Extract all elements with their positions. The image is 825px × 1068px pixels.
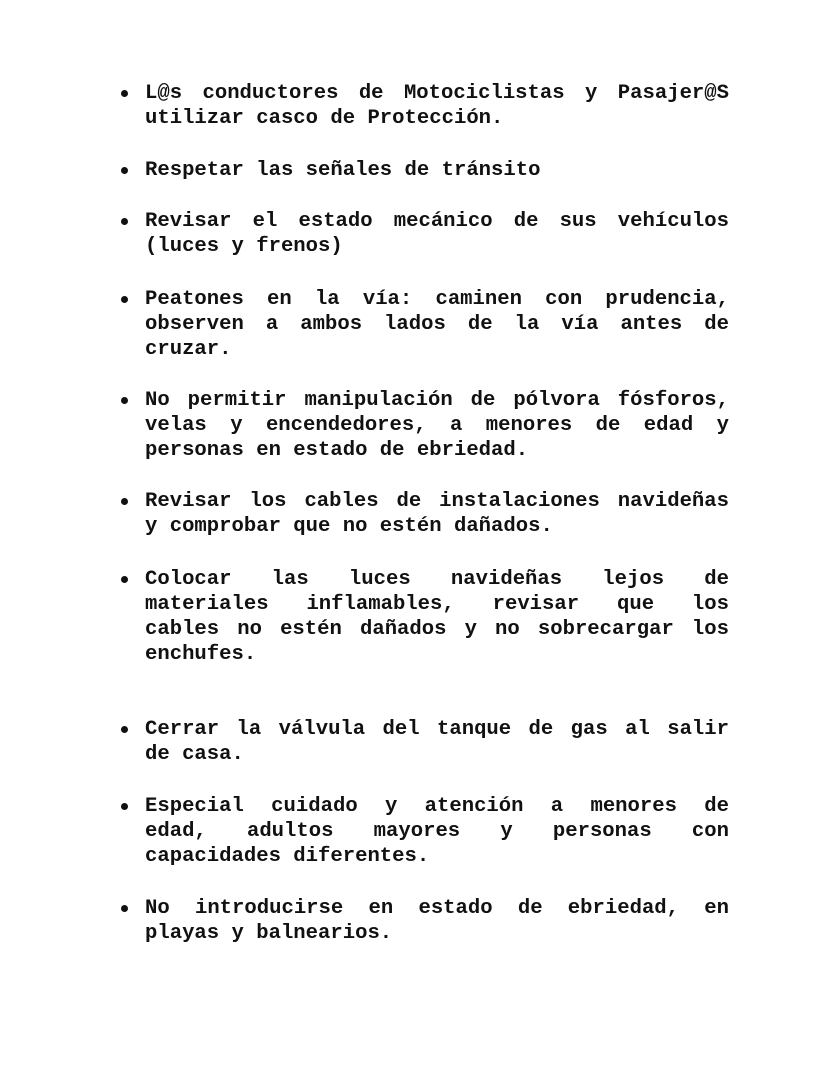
bullet-icon	[121, 576, 128, 583]
bullet-icon	[121, 905, 128, 912]
list-item-line: Peatones en la vía: caminen con prudencia,	[145, 288, 729, 311]
list-item-line: Respetar las señales de tránsito	[145, 159, 541, 182]
bullet-icon	[121, 296, 128, 303]
list-item-line: Revisar los cables de instalaciones navideñas	[145, 490, 729, 513]
list-item	[145, 717, 729, 767]
list-item-line: playas y balnearios.	[145, 922, 393, 945]
list-item	[145, 81, 729, 131]
list-item-line: observen a ambos lados de la vía antes de	[145, 313, 729, 336]
list-item-line: (luces y frenos)	[145, 235, 343, 258]
list-item	[145, 388, 729, 463]
list-item	[145, 158, 729, 183]
list-item-line: Revisar el estado mecánico de sus vehículos	[145, 210, 729, 233]
list-item-line: materiales inflamables, revisar que los	[145, 593, 729, 616]
list-item-line: enchufes.	[145, 643, 257, 666]
list-item	[145, 209, 729, 259]
list-item-line: Especial cuidado y atención a menores de	[145, 795, 729, 818]
list-item-line: No introducirse en estado de ebriedad, en	[145, 897, 729, 920]
list-item-line: Colocar las luces navideñas lejos de	[145, 568, 729, 591]
list-item-line: de casa.	[145, 743, 244, 766]
list-item-line: velas y encendedores, a menores de edad y	[145, 414, 729, 437]
list-item-line: L@s conductores de Motociclistas y Pasajer@S	[145, 82, 729, 105]
list-item-line: personas en estado de ebriedad.	[145, 439, 529, 462]
list-item	[145, 489, 729, 539]
list-item	[145, 896, 729, 946]
list-item	[145, 287, 729, 362]
bullet-icon	[121, 397, 128, 404]
list-item-line: No permitir manipulación de pólvora fósforos,	[145, 389, 729, 412]
list-item-line: capacidades diferentes.	[145, 845, 430, 868]
list-item-line: y comprobar que no estén dañados.	[145, 515, 553, 538]
list-item-line: utilizar casco de Protección.	[145, 107, 504, 130]
list-item-line: cruzar.	[145, 338, 232, 361]
bullet-icon	[121, 498, 128, 505]
list-item-line: edad, adultos mayores y personas con	[145, 820, 729, 843]
list-item-line: Cerrar la válvula del tanque de gas al salir	[145, 718, 729, 741]
bullet-icon	[121, 167, 128, 174]
bullet-icon	[121, 726, 128, 733]
bullet-icon	[121, 218, 128, 225]
bullet-icon	[121, 90, 128, 97]
list-item	[145, 794, 729, 869]
bullet-icon	[121, 803, 128, 810]
list-item-line: cables no estén dañados y no sobrecargar los	[145, 618, 729, 641]
list-item	[145, 567, 729, 667]
